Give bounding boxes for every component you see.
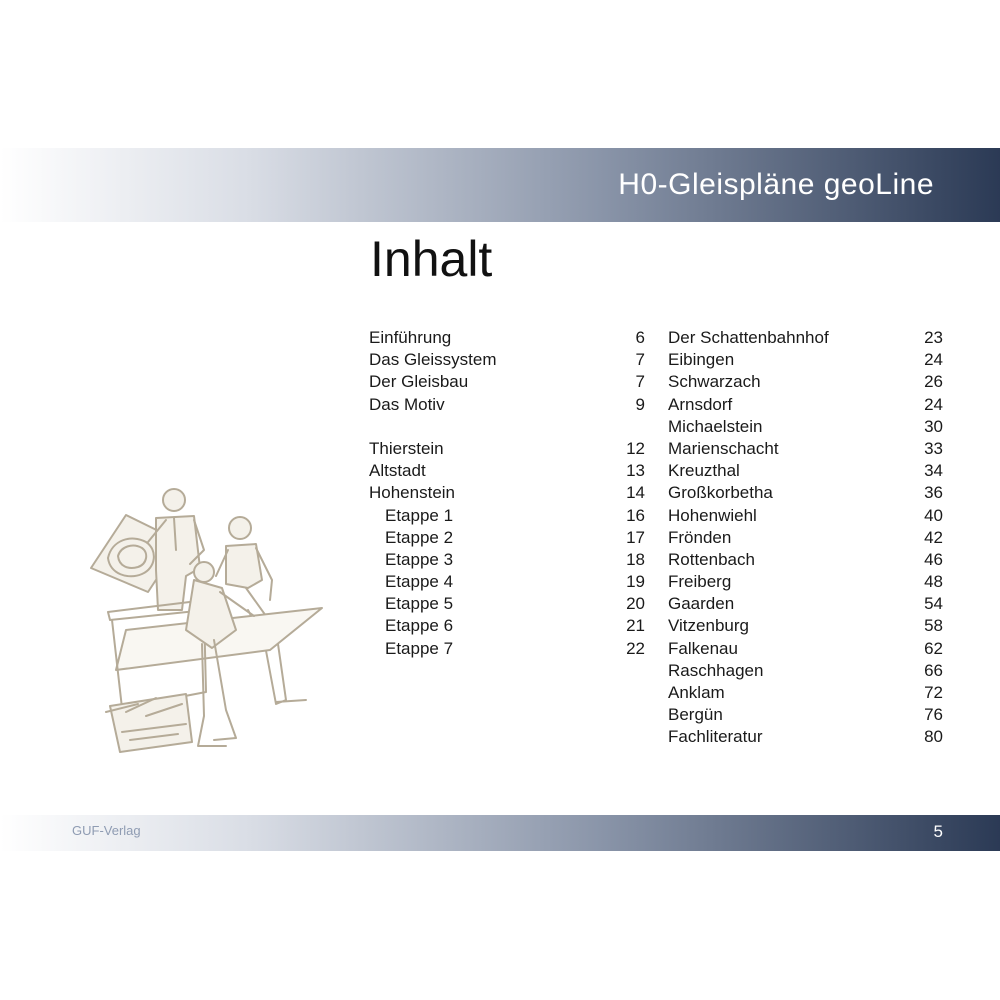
toc-entry-page: 13: [626, 461, 645, 481]
toc-entry-page: 48: [924, 572, 943, 592]
page-number: 5: [933, 822, 943, 841]
toc-entry[interactable]: [668, 460, 943, 482]
toc-entry-label: Der Schattenbahnhof: [668, 328, 829, 347]
toc-entry[interactable]: [668, 660, 943, 682]
toc-entry-label: Etappe 3: [385, 549, 454, 569]
toc-entry-label: Michaelstein: [668, 416, 763, 436]
toc-entry-label: Freiberg: [668, 572, 732, 592]
toc-entry[interactable]: [369, 460, 645, 482]
toc-entry-label: Falkenau: [668, 638, 738, 658]
toc-entry-page: 9: [635, 394, 645, 414]
toc-entry-label: Das Gleissystem: [369, 350, 497, 370]
toc-entry-label: Gaarden: [668, 594, 735, 614]
toc-column-right: [668, 327, 943, 749]
model-railway-builders-illustration-icon: [86, 480, 336, 770]
toc-entry-label: Hohenwiehl: [668, 505, 757, 525]
toc-entry-page: 36: [924, 483, 943, 503]
toc-entry[interactable]: [668, 682, 943, 704]
toc-entry-label: Rottenbach: [668, 549, 755, 569]
toc-entry-page: 24: [924, 394, 943, 414]
toc-entry-page: 58: [924, 616, 943, 636]
toc-entry-page: 21: [626, 616, 645, 636]
toc-entry-page: 14: [626, 483, 645, 503]
toc-entry[interactable]: [668, 327, 943, 349]
toc-entry-label: Eibingen: [668, 350, 735, 370]
toc-entry-page: 76: [924, 705, 943, 725]
toc-entry-label: Raschhagen: [668, 660, 764, 680]
toc-entry-label: Etappe 5: [385, 594, 454, 614]
toc-entry-label: Etappe 2: [385, 527, 454, 547]
toc-entry-label: Marienschacht: [668, 438, 779, 458]
toc-entry-label: Hohenstein: [369, 483, 456, 503]
toc-entry-page: 17: [626, 527, 645, 547]
toc-entry-page: 24: [924, 350, 943, 370]
toc-entry-label: Das Motiv: [369, 394, 445, 414]
toc-entry-label: Kreuzthal: [668, 461, 740, 481]
toc-entry-page: 22: [626, 638, 645, 658]
toc-entry[interactable]: [369, 371, 645, 393]
toc-entry-page: 54: [924, 594, 943, 614]
toc-entry-label: Einführung: [369, 328, 452, 347]
toc-entry[interactable]: [369, 482, 645, 504]
page-title: Inhalt: [370, 231, 493, 287]
toc-entry[interactable]: [668, 371, 943, 393]
toc-entry[interactable]: [668, 704, 943, 726]
toc-entry[interactable]: [369, 394, 645, 416]
toc-subentry[interactable]: [369, 638, 645, 660]
toc-entry[interactable]: [668, 593, 943, 615]
toc-entry[interactable]: [369, 349, 645, 371]
toc-entry-page: 16: [626, 505, 645, 525]
toc-entry-page: 40: [924, 505, 943, 525]
toc-entry-page: 6: [635, 328, 645, 347]
toc-entry-label: Etappe 7: [385, 638, 454, 658]
toc-subentry[interactable]: [369, 505, 645, 527]
toc-subentry[interactable]: [369, 615, 645, 637]
toc-entry-label: Etappe 4: [385, 572, 454, 592]
toc-entry-page: 33: [924, 438, 943, 458]
series-title: H0-Gleispläne geoLine: [618, 168, 934, 201]
toc-entry-label: Anklam: [668, 683, 725, 702]
toc-entry[interactable]: [668, 615, 943, 637]
toc-entry-label: Altstadt: [369, 461, 426, 481]
toc-entry-label: Fachliteratur: [668, 727, 763, 747]
toc-entry[interactable]: [668, 438, 943, 460]
toc-entry-page: 12: [626, 438, 645, 458]
toc-entry-label: Großkorbetha: [668, 483, 773, 503]
toc-entry[interactable]: [668, 505, 943, 527]
toc-entry-page: 7: [635, 350, 645, 370]
toc-entry-label: Frönden: [668, 527, 732, 547]
toc-subentry[interactable]: [369, 571, 645, 593]
toc-entry[interactable]: [369, 438, 645, 460]
toc-entry-page: 34: [924, 461, 943, 481]
toc-entry[interactable]: [369, 327, 645, 349]
toc-subentry[interactable]: [369, 549, 645, 571]
toc-entry-page: 30: [924, 416, 943, 436]
toc-entry[interactable]: [668, 638, 943, 660]
toc-entry-page: 23: [924, 328, 943, 347]
toc-entry-page: 80: [924, 727, 943, 747]
toc-entry-page: 72: [924, 683, 943, 702]
toc-entry[interactable]: [668, 726, 943, 748]
toc-entry-page: 66: [924, 660, 943, 680]
footer-band: [0, 815, 1000, 851]
toc-entry[interactable]: [668, 416, 943, 438]
toc-entry[interactable]: [668, 527, 943, 549]
toc-entry-label: Vitzenburg: [668, 616, 749, 636]
toc-entry-label: Arnsdorf: [668, 394, 733, 414]
toc-entry-label: Thierstein: [369, 438, 444, 458]
toc-entry[interactable]: [668, 394, 943, 416]
toc-subentry[interactable]: [369, 593, 645, 615]
toc-entry-label: Schwarzach: [668, 372, 761, 392]
toc-entry-page: 7: [635, 372, 645, 392]
toc-entry-page: 42: [924, 527, 943, 547]
toc-entry-label: Etappe 1: [385, 505, 454, 525]
toc-subentry[interactable]: [369, 527, 645, 549]
toc-entry-page: 19: [626, 572, 645, 592]
toc-entry[interactable]: [668, 571, 943, 593]
toc-entry-label: Etappe 6: [385, 616, 454, 636]
toc-entry[interactable]: [668, 549, 943, 571]
toc-entry[interactable]: [668, 482, 943, 504]
toc-entry-label: Bergün: [668, 705, 723, 725]
toc-entry[interactable]: [668, 349, 943, 371]
toc-entry-page: 20: [626, 594, 645, 614]
toc-column-left: [369, 327, 645, 660]
toc-spacer: [369, 416, 645, 438]
toc-entry-page: 46: [924, 549, 943, 569]
toc-entry-label: Der Gleisbau: [369, 372, 469, 392]
publisher-label: GUF-Verlag: [72, 823, 141, 838]
toc-entry-page: 18: [626, 549, 645, 569]
toc-entry-page: 26: [924, 372, 943, 392]
toc-entry-page: 62: [924, 638, 943, 658]
